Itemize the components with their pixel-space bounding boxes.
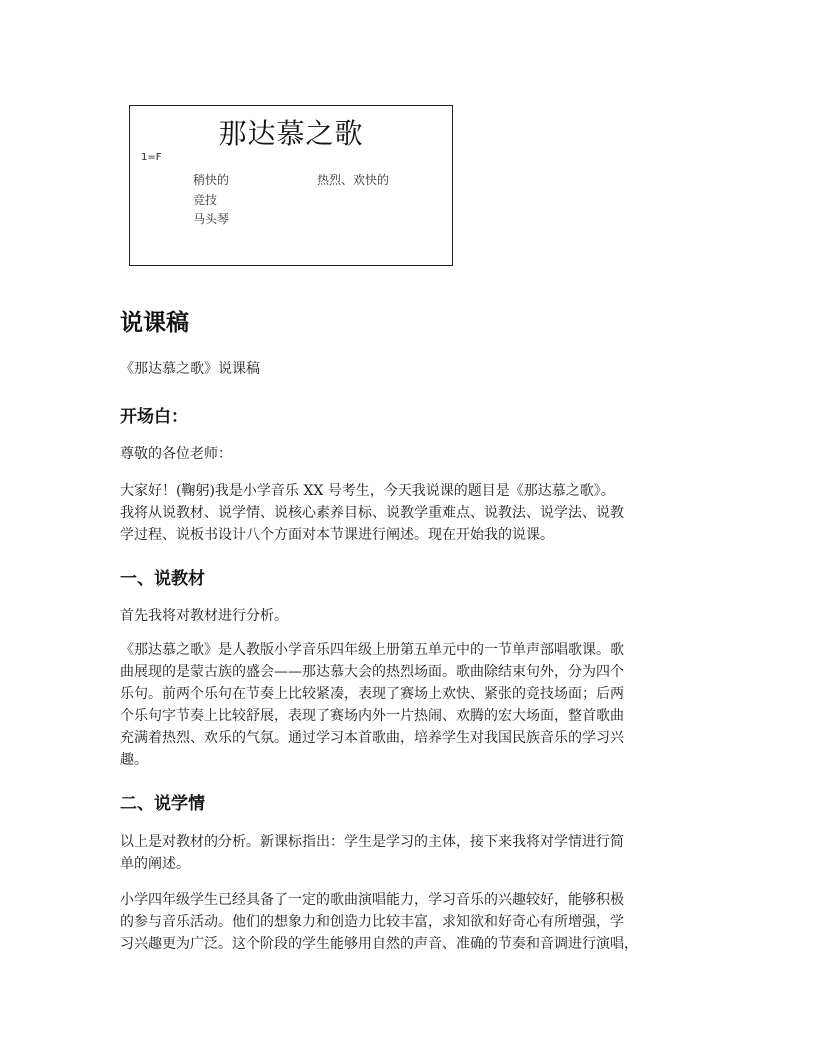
board-tempo-text: 稍快的 (193, 173, 230, 187)
intro-line-3: 学过程、说板书设计八个方面对本节课进行阐述。现在开始我的说课。 (120, 527, 554, 543)
section-2-para-line: 以上是对教材的分析。新课标指出：学生是学习的主体，接下来我将对学情进行简 (120, 834, 624, 850)
section-2-heading: 二、说学情 (120, 794, 205, 814)
section-1-para-line: 个乐句字节奏上比较舒展，表现了赛场内外一片热闹、欢腾的宏大场面，整首歌曲 (120, 708, 624, 724)
section-2-para-line: 习兴趣更为广泛。这个阶段的学生能够用自然的声音、准确的节奏和音调进行演唱， (120, 936, 638, 952)
board-key-signature: 1=F (141, 152, 162, 163)
section-1-para-line: 曲展现的是蒙古族的盛会——那达慕大会的热烈场面。歌曲除结束句外，分为四个 (120, 664, 624, 680)
board-instrument-text: 马头琴 (193, 212, 230, 226)
greeting-text: 尊敬的各位老师： (120, 446, 232, 462)
section-2-para-line: 的参与音乐活动。他们的想象力和创造力比较丰富，求知欲和好奇心有所增强，学 (120, 914, 624, 930)
blackboard-design-box (129, 105, 453, 266)
section-1-para-line: 《那达慕之歌》是人教版小学音乐四年级上册第五单元中的一节单声部唱歌课。歌 (120, 642, 624, 658)
section-1-para-line: 乐句。前两个乐句在节奏上比较紧凑，表现了赛场上欢快、紧张的竞技场面；后两 (120, 686, 624, 702)
intro-line-2: 我将从说教材、说学情、说核心素养目标、说教学重难点、说教法、说学法、说教 (120, 505, 624, 521)
document-subtitle: 《那达慕之歌》说课稿 (120, 361, 260, 377)
section-2-para-line: 小学四年级学生已经具备了一定的歌曲演唱能力，学习音乐的兴趣较好，能够积极 (120, 892, 624, 908)
document-heading: 说课稿 (120, 310, 189, 336)
board-mood-text: 热烈、欢快的 (317, 173, 390, 187)
section-2-para-line: 单的阐述。 (120, 856, 190, 872)
section-1-para-line: 趣。 (120, 752, 148, 768)
section-1-heading: 一、说教材 (120, 569, 205, 589)
section-1-para-line: 充满着热烈、欢乐的气氛。通过学习本首歌曲，培养学生对我国民族音乐的学习兴 (120, 730, 624, 746)
board-title: 那达慕之歌 (218, 117, 364, 150)
section-1-intro: 首先我将对教材进行分析。 (120, 608, 288, 624)
opening-heading: 开场白： (120, 407, 188, 427)
board-competition-text: 竞技 (193, 193, 218, 207)
intro-line-1: 大家好！(鞠躬)我是小学音乐 XX 号考生，今天我说课的题目是《那达慕之歌》。 (120, 483, 615, 499)
